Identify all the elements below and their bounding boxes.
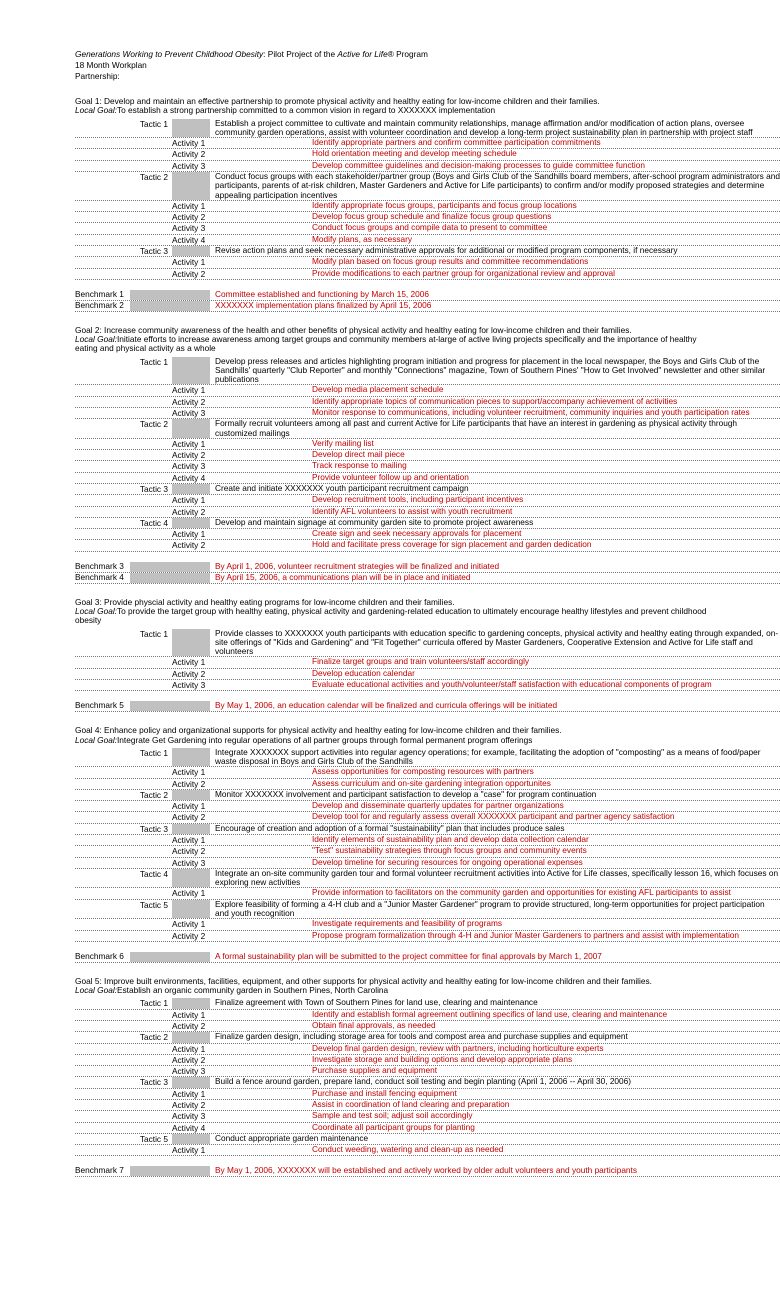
activity-row — [75, 461, 780, 472]
local-goal — [75, 736, 780, 745]
benchmark-label: Benchmark 2 — [75, 300, 124, 310]
benchmark-marker — [130, 290, 210, 300]
activity-label: Activity 4 — [172, 472, 206, 483]
tactic-label: Tactic 3 — [139, 245, 168, 256]
tactic-label: Tactic 3 — [139, 484, 168, 494]
activity-text: Investigate storage and building options and develop appropriate plans — [312, 1054, 573, 1064]
local-goal-text: Initiate efforts to increase awareness among target groups and community members at-large of active living projects specifically and the importance of healthy eating and physical activity as a whole — [75, 334, 697, 354]
tactic-row — [75, 998, 780, 1009]
benchmark-label: Benchmark 6 — [75, 951, 124, 961]
activity-label: Activity 2 — [172, 506, 206, 517]
partnership-label: Partnership: — [75, 71, 120, 81]
activity-label: Activity 1 — [172, 257, 206, 268]
activity-row — [75, 1089, 780, 1100]
goal-section — [75, 977, 780, 1178]
activity-row — [75, 779, 780, 790]
tactic-row — [75, 824, 780, 835]
activity-text: Identify and establish formal agreement outlining specifics of land use, clearing and maintenance — [312, 1009, 668, 1019]
goal-title: Goal 5: Improve built environments, facilities, equipment, and other supports for physical activity and healthy eating for low-income children and their families. — [75, 975, 652, 986]
tactic-row — [75, 357, 780, 386]
document-title: Generations Working to Prevent Childhood Obesity: Pilot Project of the Active for Life® Program — [75, 49, 428, 59]
activity-row — [75, 235, 780, 246]
tactic-label: Tactic 1 — [139, 747, 168, 758]
activity-label: Activity 2 — [172, 1020, 206, 1031]
activity-row — [75, 1010, 780, 1021]
activity-label: Activity 1 — [172, 1009, 206, 1020]
activity-label: Activity 1 — [172, 1145, 206, 1156]
activity-text: Develop direct mail piece — [312, 450, 405, 460]
tactic-text: Finalize agreement with Town of Southern Pines for land use, clearing and maintenance — [215, 998, 538, 1008]
activity-row — [75, 1044, 780, 1055]
goal-section — [75, 726, 780, 963]
activity-text: Create sign and seek necessary approvals for placement — [312, 529, 522, 539]
tactic-label: Tactic 1 — [139, 356, 168, 367]
activity-row — [75, 397, 780, 408]
activity-row — [75, 439, 780, 450]
benchmark-row — [75, 301, 780, 312]
tactic-row — [75, 1032, 780, 1043]
benchmark-row — [75, 562, 780, 573]
tactic-row — [75, 119, 780, 139]
activity-text: Develop timeline for securing resources for ongoing operational expenses — [312, 857, 583, 867]
tactic-text: Develop press releases and articles highlighting program initiation and progress for placement in the local newspaper, the Boys and Girls Club of the Sandhills' quarterly "Club Reporter" and monthly "Connections" magazine, Town of Southern Pines' "How to Get Involved" newsletter and other similar publications — [215, 356, 766, 385]
activity-text: Develop tool for and regularly assess overall XXXXXXX participant and partner agency satisfaction — [312, 812, 675, 822]
activity-text: Identify appropriate partners and confirm committee participation commitments — [312, 138, 601, 148]
tactic-text: Encourage of creation and adoption of a formal "sustainability" plan that includes produce sales — [215, 823, 565, 833]
goal-section — [75, 326, 780, 584]
activity-row — [75, 846, 780, 857]
activity-label: Activity 1 — [172, 495, 206, 506]
tactic-text: Conduct focus groups with each stakeholder/partner group (Boys and Girls Club of the Sandhills board members, after-school program administrators and participants, parents of at-risk children, Master Gardeners and Active for Life participants) to confirm and/or modify proposed strategies and determine appealing participation incentives — [215, 171, 780, 200]
tactic-row — [75, 1134, 780, 1145]
benchmark-text: XXXXXXX implementation plans finalized by April 15, 2006 — [215, 300, 432, 310]
tactic-label: Tactic 4 — [139, 868, 168, 879]
activity-row — [75, 201, 780, 212]
activity-text: Modify plan based on focus group results and committee recommendations — [312, 257, 589, 267]
document-header — [75, 50, 780, 83]
activity-text: Provide modifications to each partner group for organizational review and approval — [312, 268, 616, 278]
activity-label: Activity 2 — [172, 540, 206, 551]
tactic-row — [75, 748, 780, 768]
activity-row — [75, 212, 780, 223]
section-spacer — [75, 942, 780, 952]
activity-row — [75, 767, 780, 778]
benchmark-marker — [130, 301, 210, 311]
tactic-row — [75, 518, 780, 529]
activity-label: Activity 1 — [172, 200, 206, 211]
tactic-marker — [172, 172, 210, 200]
activity-row — [75, 801, 780, 812]
activity-row — [75, 495, 780, 506]
tactic-marker — [172, 484, 210, 494]
benchmark-marker — [130, 562, 210, 572]
activity-label: Activity 3 — [172, 160, 206, 171]
activity-text: Hold and facilitate press coverage for sign placement and garden dedication — [312, 540, 592, 550]
activity-row — [75, 657, 780, 668]
activity-label: Activity 4 — [172, 1122, 206, 1133]
activity-label: Activity 2 — [172, 149, 206, 160]
tactic-text: Formally recruit volunteers among all past and current Active for Life participants that have an interest in gardening as physical activity through customized mailings — [215, 419, 738, 438]
benchmark-text: By April 15, 2006, a communications plan will be in place and initiated — [215, 572, 471, 582]
tactic-row — [75, 869, 780, 889]
activity-label: Activity 2 — [172, 846, 206, 857]
tactic-text: Explore feasibility of forming a 4-H club and a "Junior Master Gardener" program to provide structured, long-term opportunities for project participation and youth recognition — [215, 899, 765, 918]
activity-row — [75, 223, 780, 234]
activity-row — [75, 161, 780, 172]
activity-label: Activity 1 — [172, 138, 206, 149]
activity-label: Activity 3 — [172, 223, 206, 234]
activity-label: Activity 1 — [172, 767, 206, 778]
activity-row — [75, 138, 780, 149]
activity-label: Activity 2 — [172, 396, 206, 407]
tactic-marker — [172, 748, 210, 767]
goal-section — [75, 598, 780, 713]
activity-text: Assess opportunities for composting resources with partners — [312, 767, 534, 777]
activity-row — [75, 680, 780, 691]
activity-label: Activity 2 — [172, 778, 206, 789]
activity-text: Hold orientation meeting and develop meeting schedule — [312, 149, 517, 159]
activity-row — [75, 507, 780, 518]
activity-row — [75, 1111, 780, 1122]
workplan-document — [75, 50, 780, 1177]
goal-section — [75, 97, 780, 312]
tactic-row — [75, 246, 780, 257]
tactic-marker — [172, 998, 210, 1008]
activity-text: Conduct weeding, watering and clean-up as needed — [312, 1145, 504, 1155]
benchmark-row — [75, 952, 780, 963]
activity-row — [75, 931, 780, 942]
goals-container — [75, 97, 780, 1177]
activity-text: Monitor response to communications, including volunteer recruitment, community inquiries and youth participation rates — [312, 408, 750, 418]
tactic-label: Tactic 1 — [139, 998, 168, 1009]
local-goal — [75, 335, 780, 354]
activity-text: Identify AFL volunteers to assist with youth recruitment — [312, 506, 513, 516]
tactic-row — [75, 172, 780, 201]
tactic-marker — [172, 1032, 210, 1042]
tactic-label: Tactic 2 — [139, 171, 168, 182]
tactic-row — [75, 629, 780, 658]
activity-label: Activity 3 — [172, 679, 206, 690]
tactic-text: Integrate XXXXXXX support activities into regular agency operations; for example, facilitating the adoption of "composting" as a means of food/paper waste disposal in Boys and Girls Club of the Sandhills — [215, 747, 761, 767]
activity-row — [75, 450, 780, 461]
activity-row — [75, 408, 780, 419]
activity-row — [75, 888, 780, 899]
tactic-marker — [172, 629, 210, 657]
activity-label: Activity 3 — [172, 408, 206, 419]
tactic-text: Revise action plans and seek necessary administrative approvals for additional or modified program components, if necessary — [215, 245, 678, 255]
tactic-label: Tactic 3 — [139, 1077, 168, 1088]
activity-text: "Test" sustainability strategies through focus groups and community events — [312, 846, 587, 856]
tactic-label: Tactic 2 — [139, 1032, 168, 1043]
activity-row — [75, 1021, 780, 1032]
activity-text: Develop and disseminate quarterly updates for partner organizations — [312, 801, 564, 811]
tactic-text: Monitor XXXXXXX involvement and participant satisfaction to develop a "case" for program continuation — [215, 789, 597, 799]
tactic-label: Tactic 3 — [139, 823, 168, 834]
tactic-marker — [172, 1134, 210, 1144]
benchmark-label: Benchmark 5 — [75, 701, 124, 711]
tactic-marker — [172, 824, 210, 834]
benchmark-marker — [130, 952, 210, 962]
activity-text: Purchase and install fencing equipment — [312, 1088, 457, 1098]
tactic-marker — [172, 357, 210, 385]
benchmark-row — [75, 1166, 780, 1177]
section-spacer — [75, 1156, 780, 1166]
benchmark-marker — [130, 1166, 210, 1176]
activity-label: Activity 2 — [172, 1054, 206, 1065]
benchmark-text: By May 1, 2006, an education calendar will be finalized and curricula offerings will be initiated — [215, 701, 558, 711]
activity-label: Activity 1 — [172, 1043, 206, 1054]
activity-row — [75, 529, 780, 540]
local-goal-text: To establish a strong partnership committed to a common vision in regard to XXXXXXX implementation — [116, 105, 496, 116]
activity-row — [75, 858, 780, 869]
tactic-text: Integrate an on-site community garden tour and formal volunteer recruitment activities into Active for Life classes, specifically lesson 16, which focuses on exploring new activities — [215, 868, 779, 888]
tactic-row — [75, 484, 780, 495]
activity-text: Coordinate all participant groups for planting — [312, 1122, 475, 1132]
activity-row — [75, 257, 780, 268]
activity-label: Activity 1 — [172, 835, 206, 846]
activity-text: Identify elements of sustainability plan and develop data collection calendar — [312, 835, 589, 845]
section-spacer — [75, 691, 780, 701]
local-goal-text: To provide the target group with healthy eating, physical activity and gardening-related education to ultimately encourage healthy lifestyles and prevent childhood obesity — [75, 605, 707, 626]
activity-row — [75, 1100, 780, 1111]
activity-row — [75, 669, 780, 680]
activity-row — [75, 473, 780, 484]
activity-label: Activity 2 — [172, 812, 206, 823]
activity-row — [75, 1066, 780, 1077]
activity-text: Develop recruitment tools, including participant incentives — [312, 495, 524, 505]
activity-label: Activity 3 — [172, 1066, 206, 1077]
section-spacer — [75, 552, 780, 562]
goal-title: Goal 3: Provide physcial activity and healthy eating programs for low-income children and their families. — [75, 596, 455, 607]
activity-text: Develop committee guidelines and decision-making processes to guide committee function — [312, 160, 645, 170]
tactic-marker — [172, 869, 210, 888]
activity-text: Propose program formalization through 4-H and Junior Master Gardeners to partners and assist with implementation — [312, 930, 740, 940]
local-goal-text: Establish an organic community garden in Southern Pines, North Carolina — [116, 985, 389, 996]
tactic-row — [75, 419, 780, 439]
goal-title: Goal 2: Increase community awareness of the health and other benefits of physical activity and healthy eating for low-income children and their families. — [75, 324, 632, 335]
activity-row — [75, 919, 780, 930]
activity-text: Identify appropriate topics of communication pieces to support/accompany achievement of activities — [312, 396, 678, 406]
benchmark-label: Benchmark 3 — [75, 561, 124, 571]
local-goal-text: Integrate Get Gardening into regular operations of all partner groups through formal permanent program offerings — [116, 734, 533, 745]
local-goal — [75, 607, 780, 626]
activity-row — [75, 269, 780, 280]
benchmark-row — [75, 573, 780, 584]
tactic-text: Create and initiate XXXXXXX youth participant recruitment campaign — [215, 484, 469, 493]
activity-text: Obtain final approvals, as needed — [312, 1020, 436, 1030]
activity-label: Activity 3 — [172, 461, 206, 472]
tactic-text: Establish a project committee to cultivate and maintain community relationships, manage affirmation and/or modification of action plans, oversee community garden operations, assist with volunteer coordination and develop a long-term project sustainability plan in partnership with project staff — [215, 118, 753, 137]
tactic-text: Provide classes to XXXXXXX youth participants with education specific to gardening concepts, physical activity and healthy eating through expanded, on-site offerings of "Kids and Gardening" and "Fit Together" curricula offered by Master Gardeners, Cooperative Extension and Active for Life staff and volunteers — [215, 628, 779, 657]
activity-label: Activity 1 — [172, 919, 206, 930]
tactic-text: Conduct appropriate garden maintenance — [215, 1133, 369, 1143]
document-subtitle: 18 Month Workplan — [75, 60, 147, 70]
tactic-text: Build a fence around garden, prepare land, conduct soil testing and begin planting (April 1, 2006 -- April 30, 2006) — [215, 1077, 632, 1087]
activity-label: Activity 1 — [172, 529, 206, 540]
local-goal-label: Local Goal: — [75, 105, 117, 116]
tactic-label: Tactic 1 — [139, 628, 168, 639]
activity-label: Activity 1 — [172, 385, 206, 396]
tactic-marker — [172, 419, 210, 438]
activity-row — [75, 812, 780, 823]
activity-text: Conduct focus groups and compile data to present to committee — [312, 223, 548, 233]
activity-row — [75, 835, 780, 846]
activity-text: Track response to mailing — [312, 461, 407, 471]
local-goal-label: Local Goal: — [75, 334, 117, 345]
tactic-marker — [172, 518, 210, 528]
activity-row — [75, 149, 780, 160]
activity-text: Modify plans, as necessary — [312, 234, 413, 244]
tactic-text: Develop and maintain signage at community garden site to promote project awareness — [215, 517, 534, 527]
tactic-label: Tactic 2 — [139, 789, 168, 800]
benchmark-text: Committee established and functioning by March 15, 2006 — [215, 289, 430, 299]
activity-text: Sample and test soil; adjust soil accordingly — [312, 1111, 473, 1121]
tactic-marker — [172, 1077, 210, 1087]
activity-text: Provide volunteer follow up and orientation — [312, 472, 469, 482]
activity-label: Activity 1 — [172, 801, 206, 812]
activity-label: Activity 3 — [172, 857, 206, 868]
activity-row — [75, 540, 780, 551]
benchmark-row — [75, 701, 780, 712]
local-goal-label: Local Goal: — [75, 734, 117, 745]
local-goal-label: Local Goal: — [75, 985, 117, 996]
activity-text: Develop focus group schedule and finalize focus group questions — [312, 212, 552, 222]
activity-text: Develop final garden design, review with partners, including horticulture experts — [312, 1043, 604, 1053]
activity-text: Investigate requirements and feasibility of programs — [312, 919, 503, 929]
activity-text: Develop media placement schedule — [312, 385, 444, 395]
tactic-row — [75, 790, 780, 801]
tactic-row — [75, 1077, 780, 1088]
local-goal — [75, 106, 780, 115]
activity-label: Activity 3 — [172, 1111, 206, 1122]
benchmark-label: Benchmark 4 — [75, 572, 124, 582]
activity-text: Verify mailing list — [312, 438, 374, 448]
tactic-text: Finalize garden design, including storage area for tools and compost area and purchase supplies and equipment — [215, 1032, 628, 1042]
goal-title: Goal 4: Enhance policy and organizational supports for physical activity and healthy eating for low-income children and their families. — [75, 725, 562, 736]
activity-text: Identify appropriate focus groups, participants and focus group locations — [312, 200, 577, 210]
activity-text: Purchase supplies and equipment — [312, 1066, 437, 1076]
activity-label: Activity 1 — [172, 1088, 206, 1099]
benchmark-label: Benchmark 7 — [75, 1166, 124, 1176]
benchmark-text: By May 1, 2006, XXXXXXX will be established and actively worked by older adult volunteers and youth participants — [215, 1166, 637, 1176]
activity-row — [75, 1123, 780, 1134]
activity-row — [75, 1055, 780, 1066]
tactic-marker — [172, 790, 210, 800]
tactic-label: Tactic 1 — [139, 118, 168, 129]
tactic-marker — [172, 246, 210, 256]
tactic-label: Tactic 5 — [139, 899, 168, 910]
tactic-marker — [172, 900, 210, 919]
local-goal-label: Local Goal: — [75, 605, 117, 616]
activity-row — [75, 1145, 780, 1156]
tactic-row — [75, 900, 780, 920]
benchmark-text: A formal sustainability plan will be submitted to the project committee for final approvals by March 1, 2007 — [215, 951, 602, 961]
benchmark-text: By April 1, 2006, volunteer recruitment strategies will be finalized and initiated — [215, 561, 500, 571]
activity-text: Assist in coordination of land clearing and preparation — [312, 1099, 510, 1109]
activity-label: Activity 1 — [172, 888, 206, 899]
activity-label: Activity 2 — [172, 930, 206, 941]
activity-label: Activity 1 — [172, 657, 206, 668]
activity-row — [75, 385, 780, 396]
tactic-label: Tactic 2 — [139, 419, 168, 430]
benchmark-marker — [130, 573, 210, 583]
tactic-label: Tactic 4 — [139, 517, 168, 528]
section-spacer — [75, 280, 780, 290]
goal-title: Goal 1: Develop and maintain an effective partnership to promote physical activity and healthy eating for low-income children and their families. — [75, 96, 600, 106]
tactic-label: Tactic 5 — [139, 1133, 168, 1144]
activity-label: Activity 2 — [172, 668, 206, 679]
activity-text: Develop education calendar — [312, 668, 415, 678]
activity-label: Activity 2 — [172, 450, 206, 461]
benchmark-row — [75, 290, 780, 301]
benchmark-marker — [130, 701, 210, 711]
activity-text: Evaluate educational activities and youth/volunteer/staff satisfaction with educational components of program — [312, 679, 712, 689]
activity-label: Activity 2 — [172, 212, 206, 223]
activity-text: Assess curriculum and on-site gardening integration opportunites — [312, 778, 551, 788]
activity-label: Activity 2 — [172, 268, 206, 279]
local-goal — [75, 986, 780, 995]
benchmark-label: Benchmark 1 — [75, 289, 124, 299]
activity-label: Activity 4 — [172, 234, 206, 245]
activity-text: Finalize target groups and train volunteers/staff accordingly — [312, 657, 530, 667]
activity-text: Provide information to facilitators on the community garden and opportunities for existing AFL participants to assist — [312, 888, 731, 898]
activity-label: Activity 2 — [172, 1099, 206, 1110]
activity-label: Activity 1 — [172, 438, 206, 449]
tactic-marker — [172, 119, 210, 138]
